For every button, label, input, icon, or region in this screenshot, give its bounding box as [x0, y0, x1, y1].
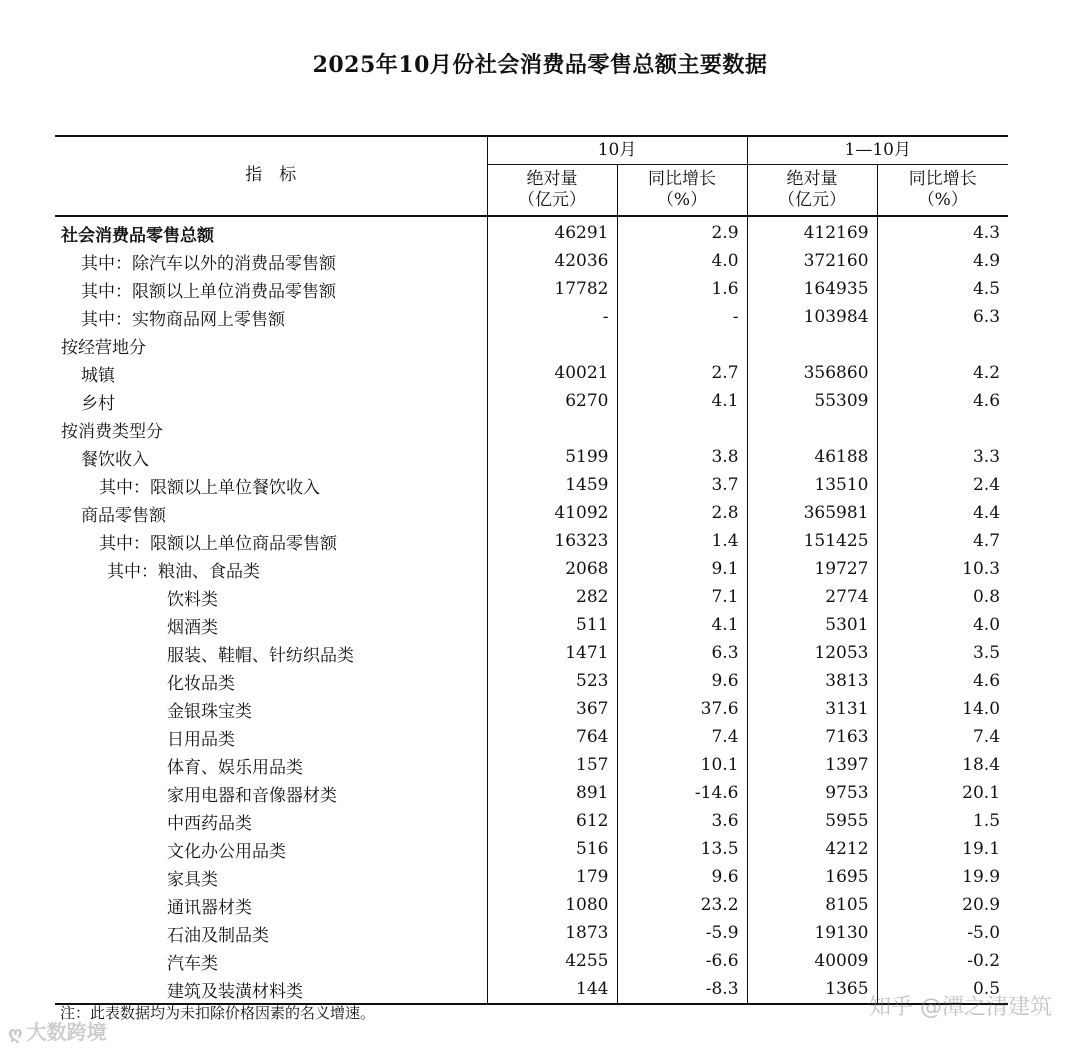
ytd-abs-cell: 372160 [747, 247, 877, 275]
ytd-yoy-cell: 1.5 [877, 807, 1008, 835]
month-abs-cell: 16323 [487, 527, 617, 555]
ytd-yoy-cell: 20.9 [877, 891, 1008, 919]
table-row [55, 331, 1008, 359]
yoy-unit: （%） [656, 190, 708, 210]
row-label: 体育、娱乐用品类 [167, 757, 303, 778]
watermark-zhihu: 知乎 @潭之清建筑 [869, 995, 1052, 1020]
row-label: 化妆品类 [167, 673, 235, 694]
ytd-yoy-cell: 14.0 [877, 695, 1008, 723]
month-abs-cell: 764 [487, 723, 617, 751]
ytd-yoy-cell: 18.4 [877, 751, 1008, 779]
table-row [55, 443, 1008, 471]
ytd-abs-cell: 13510 [747, 471, 877, 499]
indicator-header: 指 标 [55, 136, 487, 216]
table-row [55, 275, 1008, 303]
row-label: 日用品类 [167, 729, 235, 750]
ytd-abs-cell: 3813 [747, 667, 877, 695]
table-row [55, 387, 1008, 415]
table-row [55, 555, 1008, 583]
month-yoy-cell: 4.0 [617, 247, 747, 275]
abs-unit: （亿元） [518, 190, 586, 210]
yoy-label: 同比增长 [648, 169, 716, 189]
ytd-abs-cell: 12053 [747, 639, 877, 667]
ytd-abs-cell: 103984 [747, 303, 877, 331]
abs-unit: （亿元） [778, 190, 847, 210]
month-yoy-cell: 13.5 [617, 835, 747, 863]
month-abs-cell: 41092 [487, 499, 617, 527]
ytd-abs-cell: 8105 [747, 891, 877, 919]
row-label: 按消费类型分 [61, 421, 163, 442]
table-row [55, 216, 1008, 247]
month-yoy-cell [617, 331, 747, 359]
abs-label: 绝对量 [786, 169, 838, 189]
row-label: 商品零售额 [81, 505, 166, 526]
row-label: 乡村 [81, 393, 115, 414]
ytd-abs-cell [747, 331, 877, 359]
table-row [55, 807, 1008, 835]
month-yoy-cell: 2.8 [617, 499, 747, 527]
row-label: 其中：限额以上单位商品零售额 [99, 533, 337, 554]
month-abs-cell: 516 [487, 835, 617, 863]
row-label: 家具类 [167, 869, 218, 890]
ytd-abs-cell: 46188 [747, 443, 877, 471]
ytd-yoy-cell: 19.9 [877, 863, 1008, 891]
abs-label: 绝对量 [526, 169, 578, 189]
month-yoy-cell [617, 415, 747, 443]
ytd-yoy-cell: 4.3 [877, 216, 1008, 247]
month-yoy-cell: 3.7 [617, 471, 747, 499]
ytd-abs-cell: 356860 [747, 359, 877, 387]
month-abs-cell: 367 [487, 695, 617, 723]
watermark-brand [8, 1016, 107, 1045]
table-row [55, 779, 1008, 807]
month-abs-cell: 46291 [487, 216, 617, 247]
table-row [55, 835, 1008, 863]
month-abs-cell: 612 [487, 807, 617, 835]
table-row [55, 639, 1008, 667]
row-label: 其中：限额以上单位消费品零售额 [81, 281, 336, 302]
ytd-yoy-cell: 20.1 [877, 779, 1008, 807]
ytd-yoy-cell: 10.3 [877, 555, 1008, 583]
row-label: 石油及制品类 [167, 925, 269, 946]
table-row [55, 975, 1008, 1004]
ytd-yoy-header [877, 165, 1008, 217]
ytd-group-header: 1—10月 [747, 136, 1008, 165]
table-row [55, 695, 1008, 723]
ytd-yoy-cell: 4.4 [877, 499, 1008, 527]
month-yoy-cell: 37.6 [617, 695, 747, 723]
ytd-yoy-cell: 7.4 [877, 723, 1008, 751]
table-row [55, 247, 1008, 275]
row-label: 汽车类 [167, 953, 218, 974]
ytd-abs-cell: 1695 [747, 863, 877, 891]
ytd-yoy-cell: 4.2 [877, 359, 1008, 387]
ytd-abs-cell: 5955 [747, 807, 877, 835]
month-abs-cell: 282 [487, 583, 617, 611]
table-row [55, 359, 1008, 387]
ytd-yoy-cell: -0.2 [877, 947, 1008, 975]
row-label: 中西药品类 [167, 813, 252, 834]
month-yoy-cell: 9.1 [617, 555, 747, 583]
month-yoy-cell: 6.3 [617, 639, 747, 667]
month-abs-cell: 1080 [487, 891, 617, 919]
month-yoy-cell: 9.6 [617, 863, 747, 891]
row-label: 社会消费品零售总额 [61, 225, 214, 246]
row-label: 其中：限额以上单位餐饮收入 [99, 477, 320, 498]
month-yoy-cell: 2.7 [617, 359, 747, 387]
ytd-yoy-cell: 19.1 [877, 835, 1008, 863]
month-abs-cell: 2068 [487, 555, 617, 583]
month-abs-cell [487, 331, 617, 359]
table-row [55, 667, 1008, 695]
month-abs-cell: 1471 [487, 639, 617, 667]
table-body [55, 216, 1008, 1004]
ytd-abs-cell: 19727 [747, 555, 877, 583]
month-yoy-cell: -8.3 [617, 975, 747, 1004]
month-yoy-cell: 10.1 [617, 751, 747, 779]
ytd-yoy-cell: 4.9 [877, 247, 1008, 275]
month-abs-header [487, 165, 617, 217]
ytd-abs-cell: 19130 [747, 919, 877, 947]
ytd-abs-cell: 5301 [747, 611, 877, 639]
ytd-abs-cell: 164935 [747, 275, 877, 303]
month-abs-cell: 5199 [487, 443, 617, 471]
ytd-yoy-cell: 4.5 [877, 275, 1008, 303]
table-row [55, 415, 1008, 443]
ytd-yoy-cell: 4.6 [877, 667, 1008, 695]
ytd-abs-header [747, 165, 877, 217]
month-abs-cell: 17782 [487, 275, 617, 303]
month-yoy-cell: 3.6 [617, 807, 747, 835]
month-yoy-cell: 1.6 [617, 275, 747, 303]
ytd-yoy-cell: -5.0 [877, 919, 1008, 947]
month-yoy-cell: 23.2 [617, 891, 747, 919]
month-abs-cell: 1873 [487, 919, 617, 947]
ytd-abs-cell: 151425 [747, 527, 877, 555]
month-yoy-cell: - [617, 303, 747, 331]
month-yoy-cell: -5.9 [617, 919, 747, 947]
month-yoy-cell: 2.9 [617, 216, 747, 247]
table-row [55, 583, 1008, 611]
footnote: 注：此表数据均为未扣除价格因素的名义增速。 [60, 1004, 376, 1022]
row-label: 建筑及装潢材料类 [167, 981, 303, 1002]
month-yoy-cell: 4.1 [617, 387, 747, 415]
month-abs-cell: 523 [487, 667, 617, 695]
row-label: 文化办公用品类 [167, 841, 286, 862]
month-abs-cell: 157 [487, 751, 617, 779]
row-label: 按经营地分 [61, 337, 146, 358]
month-yoy-cell: 9.6 [617, 667, 747, 695]
ytd-yoy-cell: 3.3 [877, 443, 1008, 471]
ytd-yoy-cell: 4.6 [877, 387, 1008, 415]
ytd-abs-cell: 365981 [747, 499, 877, 527]
table-row [55, 611, 1008, 639]
month-abs-cell: 1459 [487, 471, 617, 499]
ytd-yoy-cell: 4.0 [877, 611, 1008, 639]
ytd-abs-cell: 3131 [747, 695, 877, 723]
month-abs-cell: 891 [487, 779, 617, 807]
table-row [55, 919, 1008, 947]
ytd-yoy-cell [877, 415, 1008, 443]
month-abs-cell [487, 415, 617, 443]
row-label: 通讯器材类 [167, 897, 252, 918]
table-row [55, 471, 1008, 499]
month-abs-cell: 4255 [487, 947, 617, 975]
ytd-abs-cell: 412169 [747, 216, 877, 247]
ytd-abs-cell: 1365 [747, 975, 877, 1004]
data-table [55, 135, 1008, 1005]
yoy-unit: （%） [917, 190, 968, 210]
ytd-abs-cell [747, 415, 877, 443]
month-abs-cell: 42036 [487, 247, 617, 275]
month-abs-cell: 511 [487, 611, 617, 639]
ytd-yoy-cell: 0.8 [877, 583, 1008, 611]
ytd-yoy-cell: 6.3 [877, 303, 1008, 331]
month-yoy-header [617, 165, 747, 217]
table-row [55, 751, 1008, 779]
table-row [55, 303, 1008, 331]
ytd-abs-cell: 9753 [747, 779, 877, 807]
page-title: 2025年10月份社会消费品零售总额主要数据 [312, 52, 768, 78]
month-abs-cell: 179 [487, 863, 617, 891]
row-label: 烟酒类 [167, 617, 218, 638]
ytd-yoy-cell: 0.5 [877, 975, 1008, 1004]
ytd-abs-cell: 2774 [747, 583, 877, 611]
table-header [55, 136, 1008, 216]
row-label: 服装、鞋帽、针纺织品类 [167, 645, 354, 666]
row-label: 家用电器和音像器材类 [167, 785, 337, 806]
brand-logo-icon: ღ [8, 1023, 23, 1044]
row-label: 饮料类 [167, 589, 218, 610]
ytd-abs-cell: 7163 [747, 723, 877, 751]
ytd-yoy-cell: 2.4 [877, 471, 1008, 499]
month-yoy-cell: 1.4 [617, 527, 747, 555]
ytd-abs-cell: 1397 [747, 751, 877, 779]
month-yoy-cell: 7.4 [617, 723, 747, 751]
month-abs-cell: 40021 [487, 359, 617, 387]
month-yoy-cell: 3.8 [617, 443, 747, 471]
month-yoy-cell: 7.1 [617, 583, 747, 611]
table-row [55, 723, 1008, 751]
ytd-abs-cell: 55309 [747, 387, 877, 415]
table-row [55, 499, 1008, 527]
row-label: 餐饮收入 [81, 449, 149, 470]
table-row [55, 947, 1008, 975]
ytd-yoy-cell [877, 331, 1008, 359]
month-group-header: 10月 [487, 136, 747, 165]
month-yoy-cell: -14.6 [617, 779, 747, 807]
table-row [55, 891, 1008, 919]
table-row [55, 863, 1008, 891]
row-label: 城镇 [81, 365, 115, 386]
yoy-label: 同比增长 [908, 169, 977, 189]
month-yoy-cell: 4.1 [617, 611, 747, 639]
row-label: 其中：粮油、食品类 [107, 561, 260, 582]
retail-sales-table [55, 135, 1008, 1005]
table-row [55, 527, 1008, 555]
row-label: 其中：除汽车以外的消费品零售额 [81, 253, 336, 274]
month-yoy-cell: -6.6 [617, 947, 747, 975]
month-abs-cell: - [487, 303, 617, 331]
row-label: 其中：实物商品网上零售额 [81, 309, 285, 330]
watermark-brand-text: 大数跨境 [26, 1020, 107, 1044]
ytd-abs-cell: 40009 [747, 947, 877, 975]
ytd-abs-cell: 4212 [747, 835, 877, 863]
ytd-yoy-cell: 4.7 [877, 527, 1008, 555]
row-label: 金银珠宝类 [167, 701, 252, 722]
month-abs-cell: 6270 [487, 387, 617, 415]
ytd-yoy-cell: 3.5 [877, 639, 1008, 667]
month-abs-cell: 144 [487, 975, 617, 1004]
